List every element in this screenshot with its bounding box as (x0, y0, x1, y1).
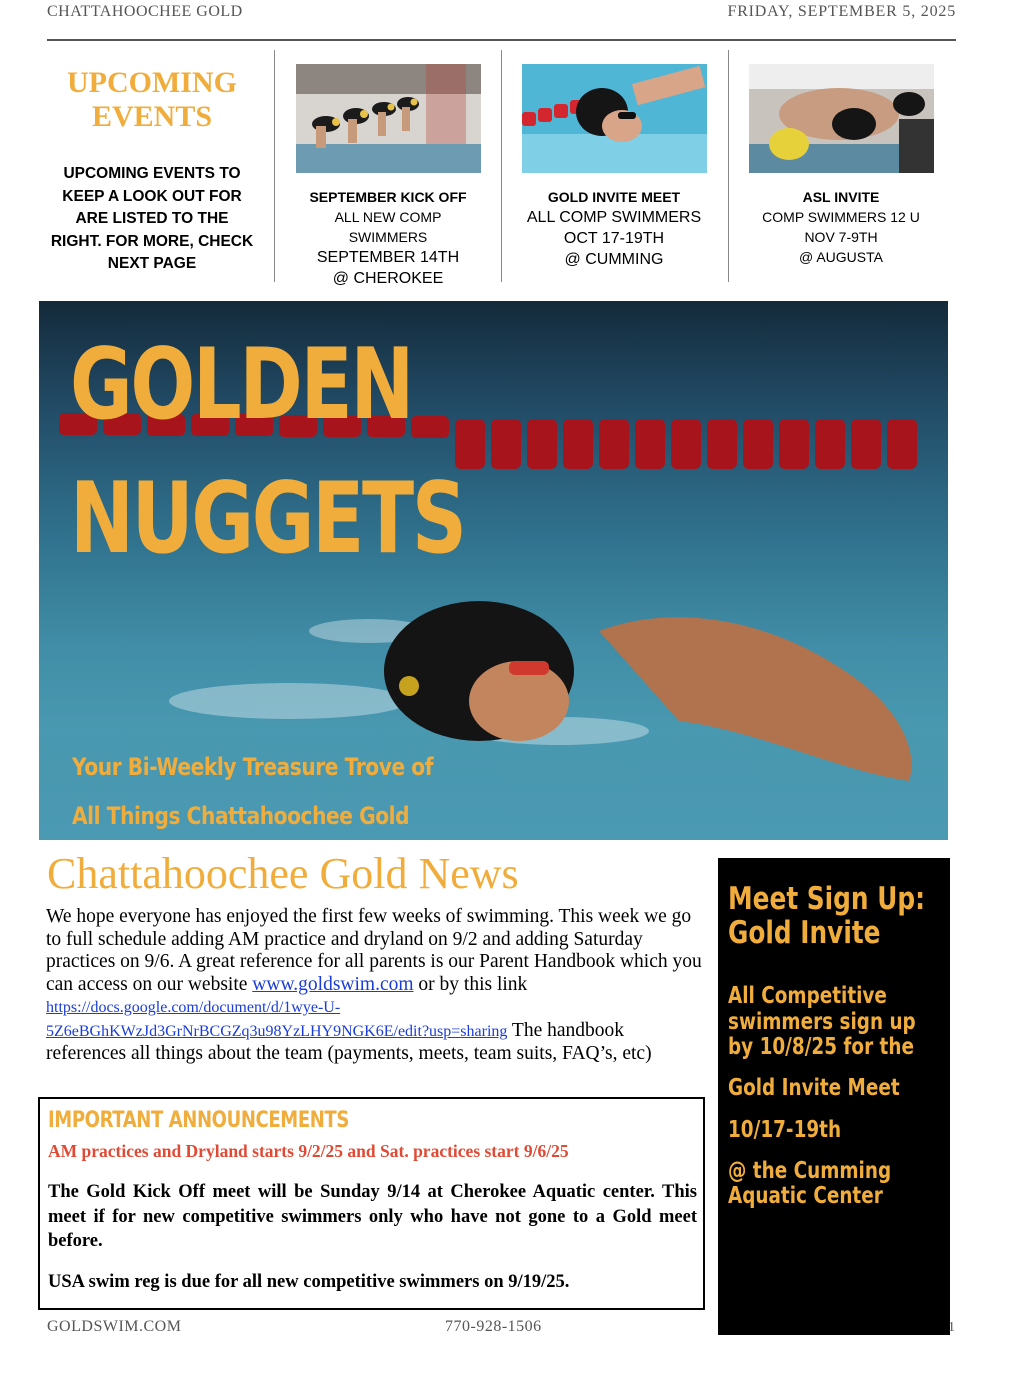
event-date: OCT 17-19TH (563, 230, 665, 247)
event-card-gold-invite (509, 64, 719, 270)
event-detail: COMP SWIMMERS 12 U (762, 209, 920, 225)
signup-meet-dates: 10/17-19th (728, 1117, 842, 1143)
event-detail: ALL COMP SWIMMERS (526, 209, 702, 226)
hero-title-line1: GOLDEN (70, 328, 413, 442)
event-photo-swimmers-start (296, 64, 481, 173)
event-detail: ALL NEW COMP (334, 209, 442, 225)
announcements-heading: IMPORTANT ANNOUNCEMENTS (48, 1108, 349, 1133)
signup-line: Aquatic Center (728, 1183, 883, 1209)
announcement-kickoff: The Gold Kick Off meet will be Sunday 9/14 at Cherokee Aquatic center. This meet if for new competitive swimmers only who have not gone to a Gold meet before. (48, 1182, 697, 1251)
signup-line: by 10/8/25 for the (728, 1034, 914, 1060)
event-date: SEPTEMBER 14TH (316, 249, 460, 266)
signup-title (728, 882, 925, 950)
event-name: GOLD INVITE MEET (547, 189, 681, 205)
header-divider (47, 39, 956, 41)
event-card-asl-invite (736, 64, 946, 267)
column-divider (274, 50, 275, 282)
events-title-line2: EVENTS (91, 100, 213, 133)
signup-title-line2: Gold Invite (728, 915, 881, 951)
event-detail: SWIMMERS (348, 229, 428, 245)
announcement-highlight: AM practices and Dryland starts 9/2/25 and Sat. practices start 9/6/25 (48, 1141, 569, 1161)
publication-name: CHATTAHOOCHEE GOLD (47, 3, 243, 20)
hero-subtitle-line2: All Things Chattahoochee Gold (72, 802, 410, 830)
hero-title-line2: NUGGETS (70, 462, 465, 576)
hero-subtitle (72, 743, 433, 841)
event-date: NOV 7-9TH (804, 229, 878, 245)
issue-date: FRIDAY, SEPTEMBER 5, 2025 (727, 3, 956, 20)
signup-title-line1: Meet Sign Up: (728, 881, 926, 917)
event-location: @ CHEROKEE (332, 270, 444, 287)
signup-meet-name: Gold Invite Meet (728, 1075, 900, 1101)
news-text: We hope everyone has enjoyed the first few weeks of swimming. This week we go to full schedule adding AM practice and dryland on 9/2 and adding Saturday practices on 9/6. A great reference for all parents is our Parent Handbook which you can access on our website (46, 906, 702, 995)
signup-line: All Competitive (728, 983, 887, 1009)
handbook-link[interactable]: https://docs.google.com/document/d/1wye-U-5Z6eBGhKWzJd3GrNrBCGZq3u98YzLHY9NGK6E/edit?usp=sharing (46, 999, 508, 1040)
page-number: 1 (948, 1320, 955, 1335)
event-photo-dive-start (749, 64, 934, 173)
news-text: or by this link (413, 973, 528, 995)
column-divider (501, 50, 502, 282)
signup-line: swimmers sign up (728, 1008, 916, 1035)
footer-website: GOLDSWIM.COM (47, 1318, 182, 1335)
event-location: @ CUMMING (564, 251, 664, 268)
announcement-usa-reg: USA swim reg is due for all new competitive swimmers on 9/19/25. (48, 1272, 570, 1292)
signup-details (728, 984, 916, 1061)
events-intro: UPCOMING EVENTS TO KEEP A LOOK OUT FOR ARE LISTED TO THE RIGHT. FOR MORE, CHECK NEXT PAGE (50, 165, 254, 272)
website-link[interactable]: www.goldswim.com (252, 973, 414, 995)
events-title (47, 66, 257, 134)
news-body (46, 906, 706, 1066)
hero-title (70, 318, 465, 586)
events-title-line1: UPCOMING (67, 66, 237, 99)
event-location: @ AUGUSTA (799, 249, 883, 265)
footer-phone: 770-928-1506 (445, 1318, 542, 1335)
news-heading: Chattahoochee Gold News (47, 849, 519, 898)
column-divider (728, 50, 729, 282)
event-name: ASL INVITE (802, 189, 880, 205)
event-card-kickoff (283, 64, 493, 289)
hero-subtitle-line1: Your Bi-Weekly Treasure Trove of (72, 753, 434, 781)
meet-signup-panel (718, 858, 950, 1335)
signup-line: @ the Cumming (728, 1158, 892, 1184)
news-text: The handbook references all things about the team (payments, meets, team suits, FAQ’s, etc) (46, 1019, 652, 1064)
event-photo-backstroke (522, 64, 707, 173)
signup-meet-location (728, 1159, 891, 1209)
event-name: SEPTEMBER KICK OFF (309, 189, 467, 205)
